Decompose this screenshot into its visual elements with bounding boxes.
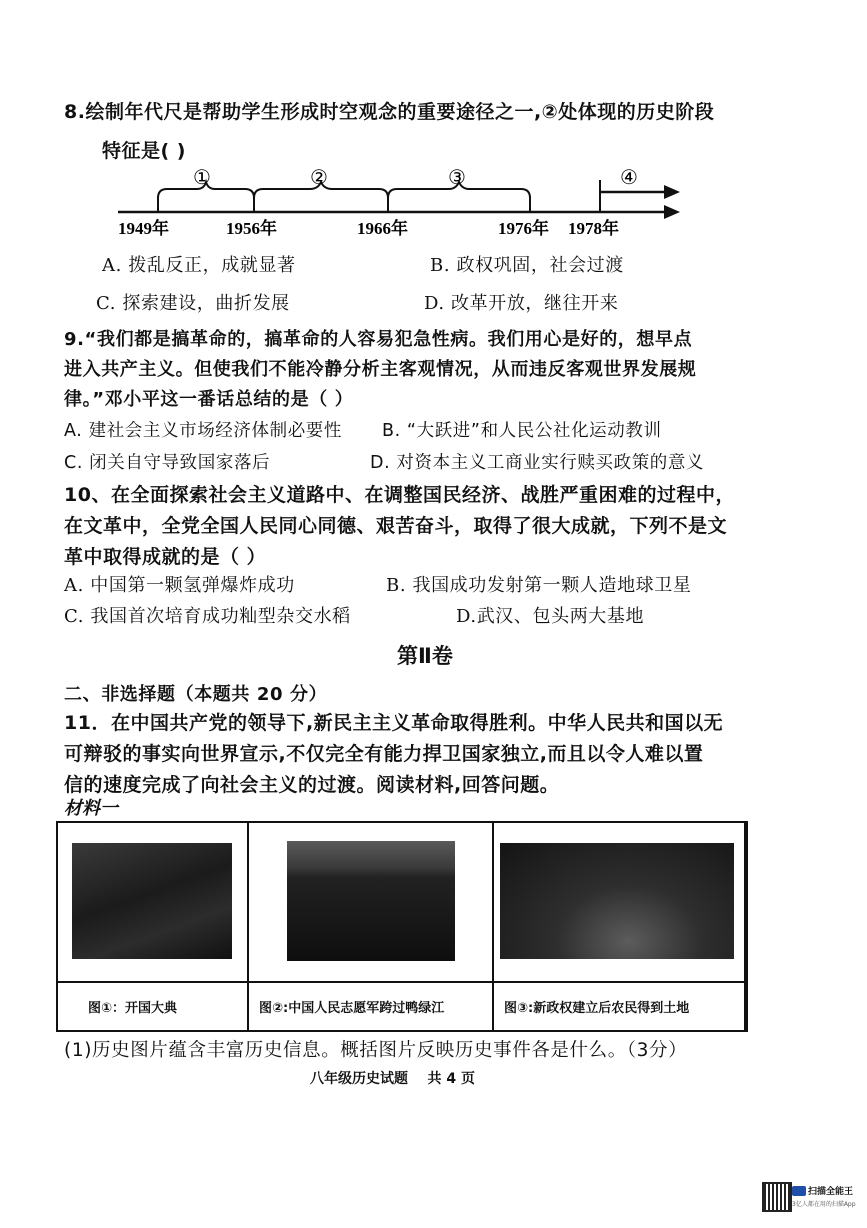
q9-option-b: B. “大跃进”和人民公社化运动教训 xyxy=(382,421,662,441)
material-label: 材料一 xyxy=(64,798,118,819)
timeline-year-1949: 1949年 xyxy=(118,219,169,238)
q11-stem-line1: 11．在中国共产党的领导下,新民主主义革命取得胜利。中华人民共和国以无 xyxy=(64,712,724,734)
timeline-marker-2: ② xyxy=(310,165,328,189)
scanner-tagline: 3亿人都在用的扫描App xyxy=(792,1201,856,1208)
timeline-year-1978: 1978年 xyxy=(568,219,619,238)
timeline-marker-3: ③ xyxy=(448,165,466,189)
q10-stem-line2: 在文革中，全党全国人民同心同德、艰苦奋斗，取得了很大成就，下列不是文 xyxy=(64,515,728,537)
scanner-name: 扫描全能王 xyxy=(808,1187,854,1197)
caption-3: 图③:新政权建立后农民得到土地 xyxy=(504,1001,690,1016)
timeline-year-1956: 1956年 xyxy=(226,219,277,238)
photo-volunteer-army xyxy=(287,841,455,961)
caption-divider xyxy=(58,981,746,983)
q9-stem-line3: 律。”邓小平这一番话总结的是（ ） xyxy=(64,389,354,410)
q10-option-b: B. 我国成功发射第一颗人造地球卫星 xyxy=(386,575,692,596)
q8-stem-line1: 8.绘制年代尺是帮助学生形成时空观念的重要途径之一,②处体现的历史阶段 xyxy=(64,101,715,123)
q10-stem-line3: 革中取得成就的是（ ） xyxy=(64,546,267,568)
photo-founding-ceremony xyxy=(72,843,232,959)
q9-option-d: D. 对资本主义工商业实行赎买政策的意义 xyxy=(370,453,705,473)
timeline-marker-1: ① xyxy=(193,165,211,189)
scanner-logo-icon xyxy=(792,1186,806,1196)
timeline-year-1966: 1966年 xyxy=(357,219,408,238)
page-footer: 八年级历史试题 共 4 页 xyxy=(310,1071,475,1087)
q8-option-d: D. 改革开放，继往开来 xyxy=(424,293,619,314)
photo-cell-2 xyxy=(249,823,494,1030)
material-photo-table xyxy=(56,821,748,1032)
q10-option-d: D.武汉、包头两大基地 xyxy=(456,606,645,627)
timeline-diagram xyxy=(0,0,867,250)
section-title: 第Ⅱ卷 xyxy=(397,644,453,668)
q8-option-a: A. 拨乱反正，成就显著 xyxy=(102,255,296,276)
q10-option-a: A. 中国第一颗氢弹爆炸成功 xyxy=(64,575,295,596)
q11-stem-line2: 可辩驳的事实向世界宣示,不仅完全有能力捍卫国家独立,而且以令人难以置 xyxy=(64,743,704,765)
photo-land-reform xyxy=(500,843,734,959)
photo-cell-1 xyxy=(58,823,249,1030)
q8-option-c: C. 探索建设，曲折发展 xyxy=(96,293,290,314)
q10-option-c: C. 我国首次培育成功籼型杂交水稻 xyxy=(64,606,351,627)
q10-stem-line1: 10、在全面探索社会主义道路中、在调整国民经济、战胜严重困难的过程中， xyxy=(64,484,735,506)
timeline-marker-4: ④ xyxy=(620,165,638,189)
section-heading: 二、非选择题（本题共 20 分） xyxy=(64,684,328,705)
caption-2: 图②:中国人民志愿军跨过鸭绿江 xyxy=(259,1001,445,1016)
photo-cell-3 xyxy=(494,823,746,1030)
q8-option-b: B. 政权巩固，社会过渡 xyxy=(430,255,624,276)
q9-stem-line1: 9.“我们都是搞革命的，搞革命的人容易犯急性病。我们用心是好的，想早点 xyxy=(64,329,693,350)
qr-code-icon xyxy=(762,1182,792,1212)
q11-stem-line3: 信的速度完成了向社会主义的过渡。阅读材料,回答问题。 xyxy=(64,774,560,796)
caption-1: 图①：开国大典 xyxy=(88,1001,178,1016)
q9-stem-line2: 进入共产主义。但使我们不能冷静分析主客观情况，从而违反客观世界发展规 xyxy=(64,359,697,380)
q11-subquestion-1: (1)历史图片蕴含丰富历史信息。概括图片反映历史事件各是什么。（3分） xyxy=(64,1040,688,1061)
q8-stem-line2: 特征是( ) xyxy=(102,140,186,162)
q9-option-a: A. 建社会主义市场经济体制必要性 xyxy=(64,421,342,441)
timeline-year-1976: 1976年 xyxy=(498,219,549,238)
q9-option-c: C. 闭关自守导致国家落后 xyxy=(64,453,271,473)
